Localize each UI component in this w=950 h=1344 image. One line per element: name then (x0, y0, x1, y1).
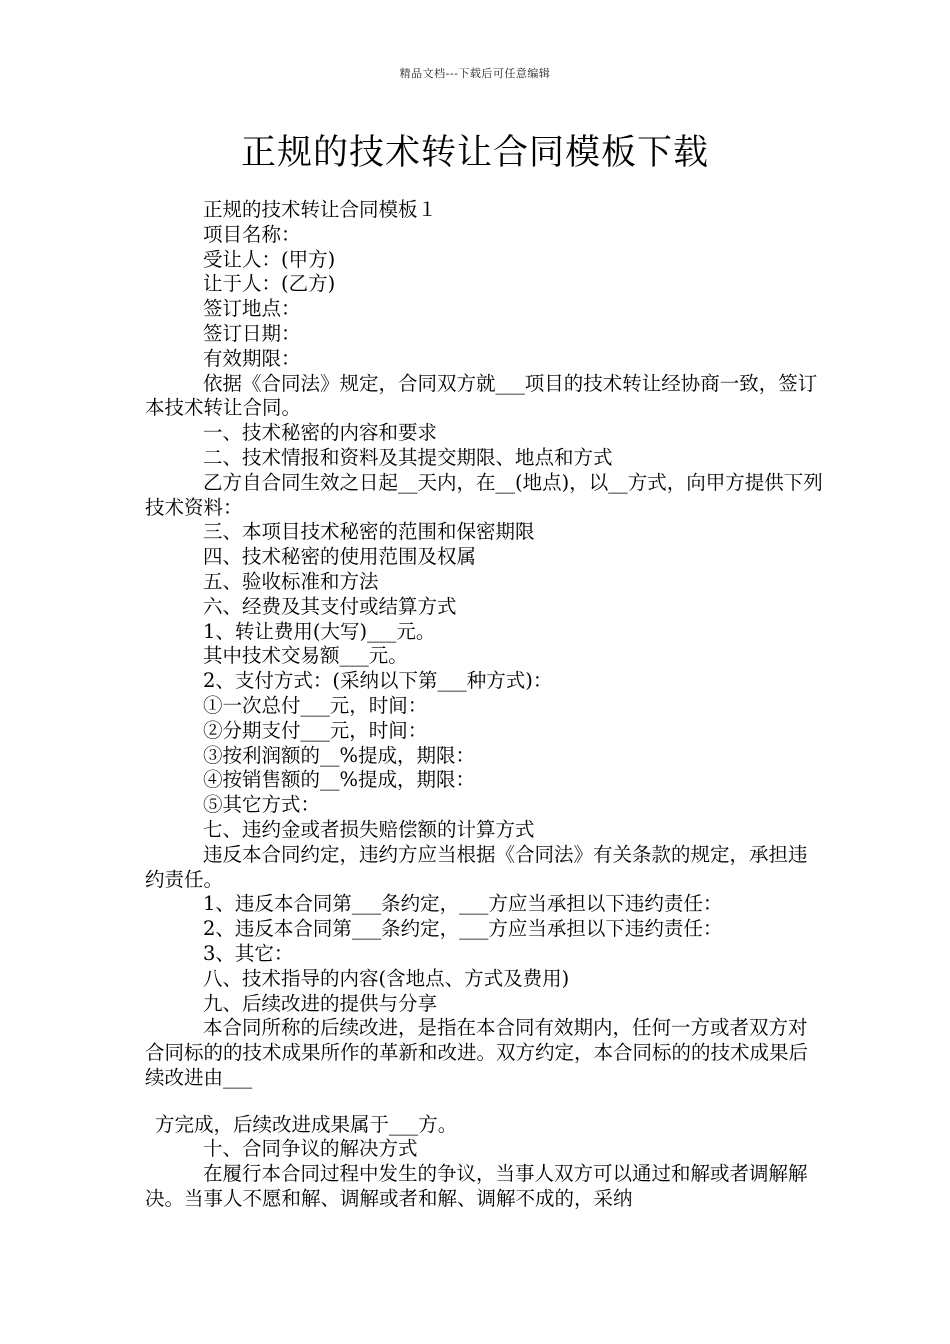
paragraph: ①一次总付___元，时间： (203, 693, 428, 717)
paragraph: ③按利润额的__%提成，期限： (203, 743, 476, 767)
paragraph: 方完成，后续改进成果属于___方。 (155, 1112, 458, 1136)
paragraph: 受让人：(甲方) (203, 247, 336, 271)
paragraph: 八、技术指导的内容(含地点、方式及费用) (203, 966, 570, 990)
paragraph: 1、转让费用(大写)___元。 (203, 619, 436, 643)
paragraph: 正规的技术转让合同模板１ (203, 198, 438, 221)
header-note: 精品文档---下载后可任意编辑 (399, 67, 551, 80)
paragraph: 五、验收标准和方法 (203, 569, 379, 593)
paragraph: 2、支付方式：(采纳以下第___种方式)： (203, 669, 553, 693)
paragraph: 在履行本合同过程中发生的争议，当事人双方可以通过和解或者调解解决。当事人不愿和解、调解或者和解、调解不成的，采纳 (145, 1162, 808, 1211)
paragraph: 一、技术秘密的内容和要求 (203, 421, 438, 445)
paragraph-gap (145, 1091, 825, 1113)
document-title: 正规的技术转让合同模板下载 (240, 133, 709, 173)
paragraph: ②分期支付___元，时间： (203, 718, 428, 742)
paragraph: 3、其它： (203, 941, 294, 965)
paragraph: 其中技术交易额___元。 (203, 644, 408, 668)
paragraph: 四、技术秘密的使用范围及权属 (203, 545, 477, 569)
paragraph: 二、技术情报和资料及其提交期限、地点和方式 (203, 445, 613, 469)
document-body (145, 198, 825, 1212)
paragraph: 九、后续改进的提供与分享 (203, 991, 438, 1015)
paragraph: 违反本合同约定，违约方应当根据《合同法》有关条款的规定，承担违约责任。 (145, 842, 808, 891)
paragraph: 本合同所称的后续改进，是指在本合同有效期内，任何一方或者双方对合同标的的技术成果所作的革新和改进。双方约定，本合同标的的技术成果后续改进由___ (145, 1016, 809, 1089)
paragraph: 六、经费及其支付或结算方式 (203, 594, 457, 618)
paragraph: ④按销售额的__%提成，期限： (203, 768, 476, 792)
paragraph: 2、违反本合同第___条约定，___方应当承担以下违约责任： (203, 917, 723, 941)
paragraph: 乙方自合同生效之日起__天内，在__(地点)，以__方式，向甲方提供下列技术资料： (145, 470, 823, 519)
paragraph: 十、合同争议的解决方式 (203, 1137, 418, 1161)
paragraph: 签订地点： (203, 297, 301, 321)
paragraph: ⑤其它方式： (203, 793, 321, 817)
paragraph: 有效期限： (203, 346, 301, 370)
paragraph: 1、违反本合同第___条约定，___方应当承担以下违约责任： (203, 892, 723, 916)
paragraph: 让于人：(乙方) (203, 272, 336, 296)
paragraph: 项目名称： (203, 222, 301, 246)
paragraph: 七、违约金或者损失赔偿额的计算方式 (203, 817, 535, 841)
paragraph: 签订日期： (203, 321, 301, 345)
paragraph: 依据《合同法》规定，合同双方就___项目的技术转让经协商一致，签订本技术转让合同。 (145, 371, 818, 420)
paragraph: 三、本项目技术秘密的范围和保密期限 (203, 520, 535, 544)
